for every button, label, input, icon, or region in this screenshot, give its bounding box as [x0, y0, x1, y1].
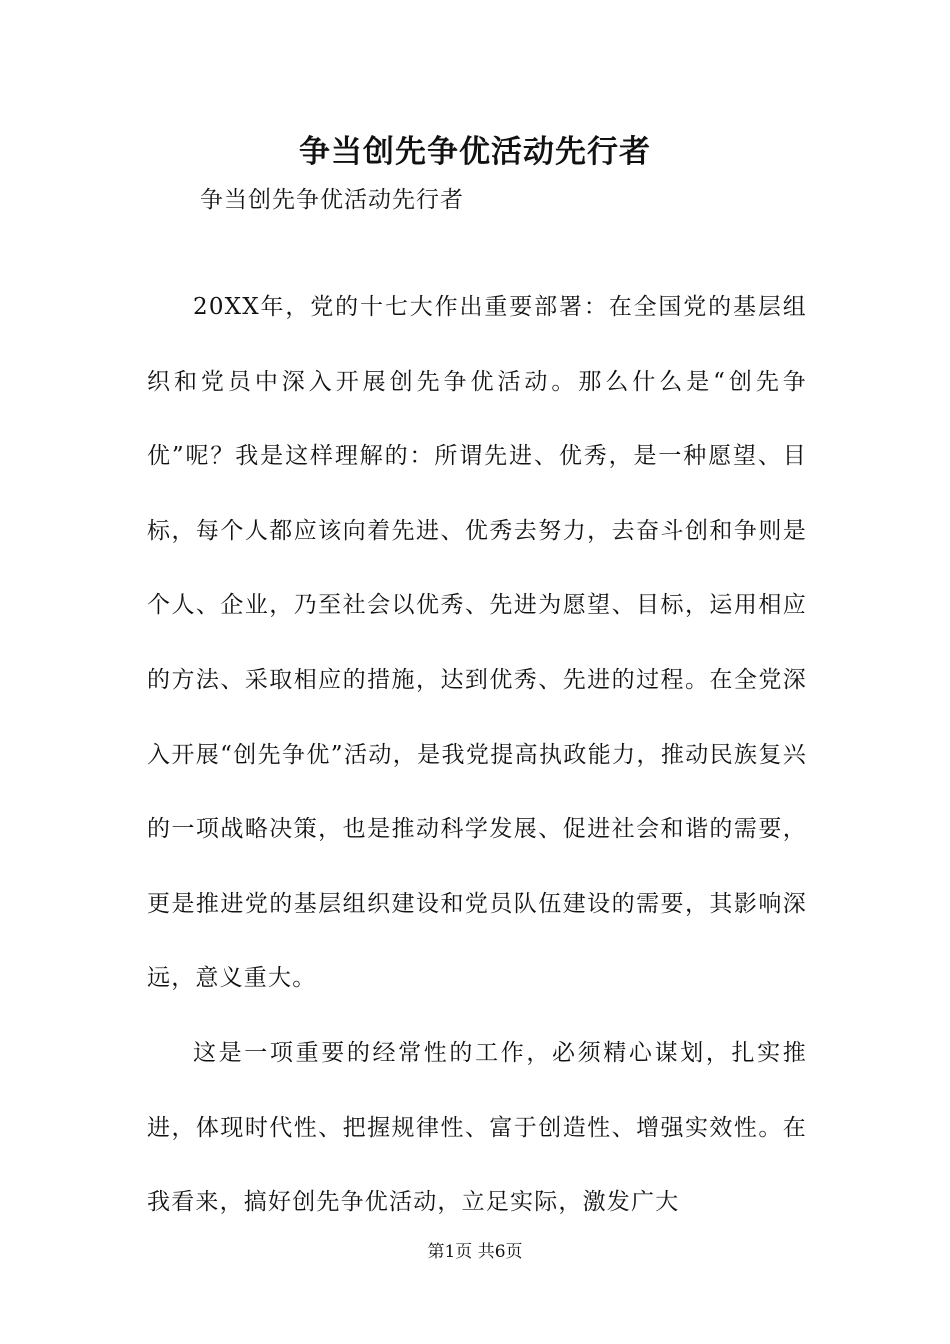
- paragraph-2: 这是一项重要的经常性的工作，必须精心谋划，扎实推进，体现时代性、把握规律性、富于创造性、增强实效性。在我看来，搞好创先争优活动，立足实际，激发广大: [147, 1039, 807, 1216]
- paragraph-1: 20XX年，党的十七大作出重要部署：在全国党的基层组织和党员中深入开展创先争优活动。那么什么是“创先争优”呢？我是这样理解的：所谓先进、优秀，是一种愿望、目标，每个人都应该向着先进、优秀去努力，去奋斗创和争则是个人、企业，乃至社会以优秀、先进为愿望、目标，运用相应的方法、采取相应的措施，达到优秀、先进的过程。在全党深入开展“创先争优”活动，是我党提高执政能力，推动民族复兴的一项战略决策，也是推动科学发展、促进社会和谐的需要，更是推进党的基层组织建设和党员队伍建设的需要，其影响深远，意义重大。: [147, 294, 807, 992]
- document-subtitle: 争当创先争优活动先行者: [200, 187, 464, 213]
- page-footer: 第1页 共6页: [427, 1242, 523, 1262]
- document-title: 争当创先争优活动先行者: [299, 134, 651, 170]
- document-body: [147, 270, 807, 1240]
